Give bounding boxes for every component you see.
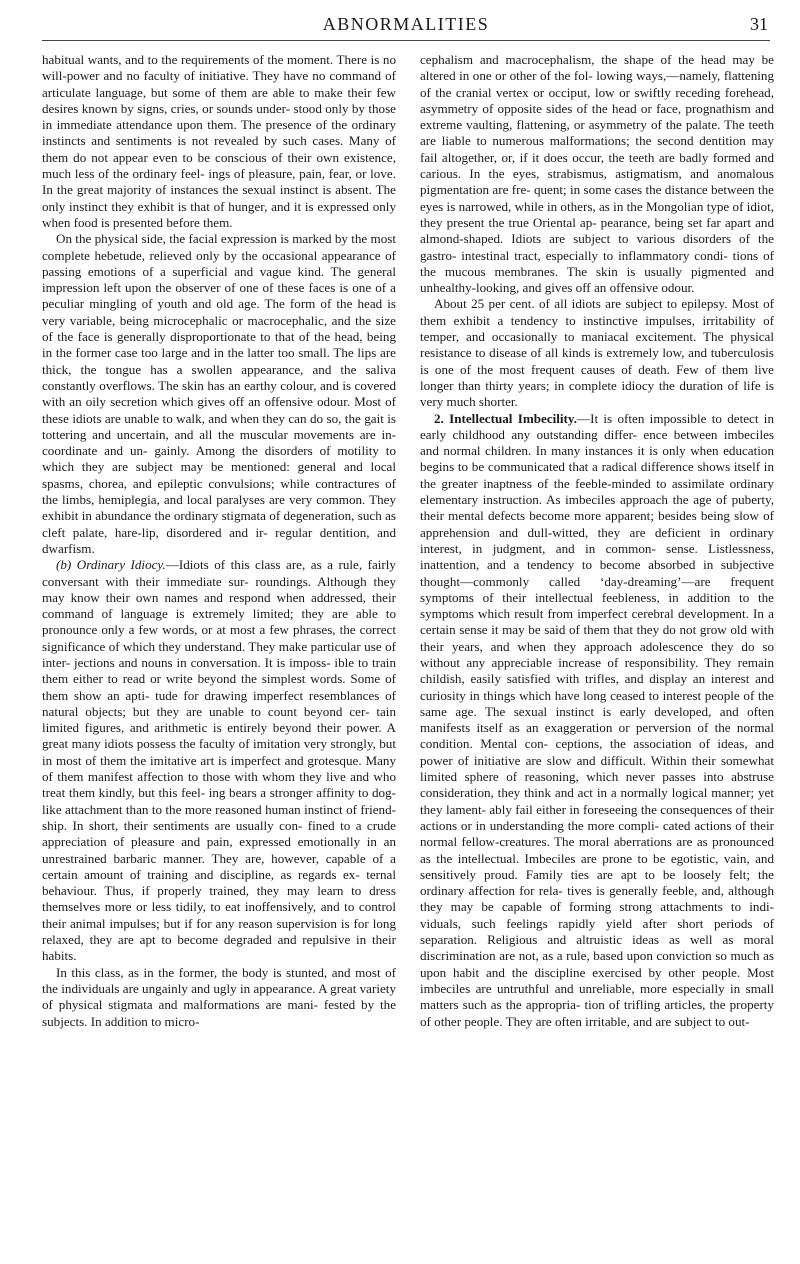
running-title: ABNORMALITIES xyxy=(322,14,490,34)
paragraph-text: —It is often impossible to detect in early childhood any outstanding differ- ence between imbeciles and normal children. In many instances it is only when education begins to be communicated that a radical difference shows itself in the greater inaptness of the feeble-minded to assimilate ordinary elementary instruction. As imbeciles approach the age of puberty, their mental defects become more apparent; besides being slow of apprehension and dull-witted, they are deficient in ordinary interest, in judgment, and in common- sense. Listlessness, inattention, and a tendency to become absorbed in subjective thought—commonly called ‘day-dreaming’—are frequent symptoms of their intellectual feebleness, in addition to the symptoms which result from imperfect cerebral development. In a certain sense it may be said of them that they do not grow old with their years, and when they approach adolescence they do so without any appreciable increase of responsibility. They remain childish, easily satisfied with trifles, and display an interest and curiosity in things which have long ceased to interest people of the same age. The sexual instinct is early developed, and often manifests itself as an exaggeration or perversion of the normal condition. Mental con- ceptions, the association of ideas, and power of initiative are slow and difficult. Within their somewhat limited sphere of reasoning, which never passes into abstruse consideration, they think and act in a normally logical manner; yet they lament- ably fail either in foreseeing the consequences of their actions or in understanding the more compli- cated actions of their normal fellow-creatures. The moral aberrations are as pronounced as the intellectual. Imbeciles are prone to be egotistic, vain, and sensitively proud. Family ties are apt to be loosely felt; the ordinary affection for rela- tives is generally feeble, and, although they may be capable of forming strong attachments to indi- viduals, such feelings rapidly yield after short periods of separation. Religious and altruistic ideas as well as moral discrimination are not, as a rule, based upon conviction so much as upon habit and the discipline exercised by other people. Most imbeciles are untruthful and unreliable, more especially in small matters such as the appropria- tion of trifling articles, the property of other people. They are often irritable, and are subject to out- xyxy=(420,410,774,1029)
right-column xyxy=(420,52,774,1030)
section-heading: 2. Intellectual Imbecility. xyxy=(434,410,578,426)
paragraph: habitual wants, and to the requirements of the moment. There is no will-power and no faculty of initiative. They have no command of articulate language, but some of them are able to make their few desires known by signs, cries, or sounds under- stood only by those in immediate attendance upon them. The presence of the ordinary instincts and sentiments is not revealed by such cases. Many of them do not appear even to be conscious of their own existence, much less of the ordinary feel- ings of pleasure, pain, fear, or love. In the great majority of instances the sexual instinct is absent. The only instinct they exhibit is that of hunger, and it is expressed only when food is presented before them. xyxy=(42,52,396,230)
paragraph xyxy=(42,557,396,964)
page-header xyxy=(42,12,770,41)
paragraph: On the physical side, the facial expression is marked by the most complete hebetude, relieved only by the occasional appearance of passing emotions of a superficial and vague kind. The general impression left upon the observer of one of these faces is one of a peculiar mingling of youth and old age. The form of the head is very variable, being microcephalic or macrocephalic, and the size of the face is generally disproportionate to that of the head, being in the former case too large and in the latter too small. The lips are thick, the tongue has a swollen appearance, and the saliva constantly overflows. The skin has an earthy colour, and is covered with an oily secretion which gives off an offensive odour. Most of these idiots are unable to walk, and when they can do so, the gait is tottering and uncertain, and all the muscular movements are in-coordinate and un- gainly. Among the disorders of motility to which they are subject may be mentioned: general and local spasms, chorea, and epileptic convulsions; while contractures of the limbs, hemiplegia, and local paralyses are very common. They exhibit in abundance the ordinary stigmata of degeneration, such as cleft palate, hare-lip, disordered and ir- regular dentition, and dwarfism. xyxy=(42,231,396,556)
text-columns xyxy=(42,52,774,1030)
left-column xyxy=(42,52,396,1030)
paragraph xyxy=(420,411,774,1030)
page-number: 31 xyxy=(750,14,768,34)
paragraph-text: —Idiots of this class are, as a rule, fairly conversant with their immediate sur- roundings. Although they may know their own names and respond when addressed, their command of language is extremely limited; they are able to pronounce only a few words, or at most a few phrases, the correct significance of which they understand. They make particular use of inter- jections and nouns in conversation. It is imposs- ible to train them either to read or write beyond the simplest words. Some of them show an apti- tude for drawing imperfect resemblances of natural objects; but they are unable to count beyond cer- tain limited figures, and arithmetic is entirely beyond their power. A great many idiots possess the faculty of imitation very strongly, but in most of them the imitative art is imperfect and grotesque. Many of them manifest affection to those with whom they live and who treat them kindly, but this feel- ing bears a stronger affinity to dog-like attachment than to the more reasoned human instinct of friend- ship. In short, their sentiments are usually con- fined to a crude appreciation of pleasure and pain, expressed emotionally in an unrestrained barbaric manner. They are, however, capable of a certain amount of training and discipline, as regards ex- ternal behaviour. Thus, if properly trained, they may learn to dress themselves more or less tidily, to eat inoffensively, and to control their animal impulses; but if for any reason supervision is for long relaxed, they are apt to become degraded and repulsive in their habits. xyxy=(42,557,396,964)
paragraph: About 25 per cent. of all idiots are subject to epilepsy. Most of them exhibit a tendency to instinctive impulses, irritability of temper, and occasionally to maniacal excitement. The physical resistance to disease of all kinds is extremely low, and tuberculosis is one of the most frequent causes of death. Few of them live longer than thirty years; in complete idiocy the duration of life is very much shorter. xyxy=(420,296,774,410)
paragraph: In this class, as in the former, the body is stunted, and most of the individuals are ungainly and ugly in appearance. A great variety of physical stigmata and malformations are mani- fested by the subjects. In addition to micro- xyxy=(42,964,396,1029)
paragraph: cephalism and macrocephalism, the shape of the head may be altered in one or other of the fol- lowing ways,—namely, flattening of the cranial vertex or occiput, low or swiftly receding forehead, asymmetry of opposite sides of the head or face, prognathism and extreme vaulting, flattening, or asymmetry of the palate. The teeth are liable to numerous malformations; the second dentition may fail altogether, or, if it does occur, the teeth are badly formed and carious. In the eyes, strabismus, astigmatism, and anomalous pigmentation are fre- quent; in some cases the distance between the eyes is narrowed, while in others, as in the Mongolian type of idiot, they present the true Oriental ap- pearance, being set far apart and almond-shaped. Idiots are subject to various disorders of the gastro- intestinal tract, especially to inflammatory condi- tions of the mucous membranes. The skin is usually pigmented and unhealthy-looking, and gives off an offensive odour. xyxy=(420,52,774,296)
section-heading: (b) Ordinary Idiocy. xyxy=(56,557,166,573)
